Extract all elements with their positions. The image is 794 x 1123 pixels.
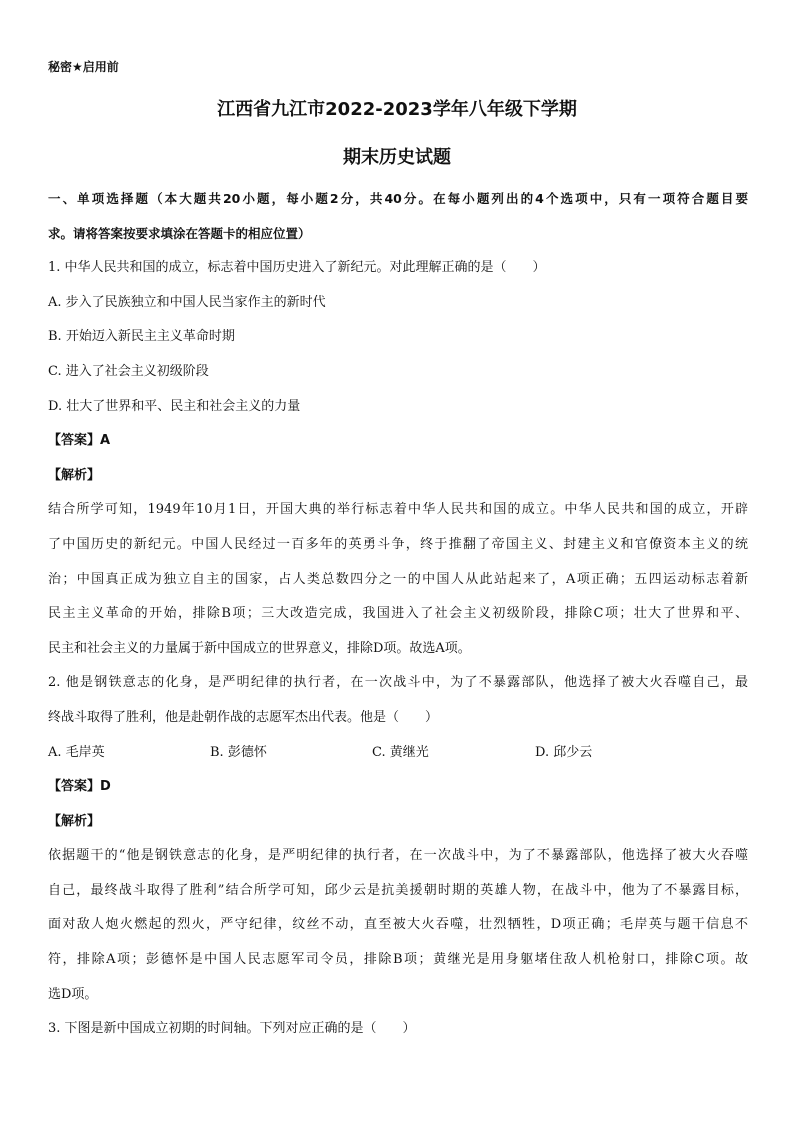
- question-1-stem: 1. 中华人民共和国的成立，标志着中国历史进入了新纪元。对此理解正确的是（ ）: [48, 260, 546, 276]
- question-2-option-c: C. 黄继光: [372, 744, 429, 760]
- question-1-analysis-line: 结合所学可知，1949年10月1日，开国大典的举行标志着中华人民共和国的成立。中华人民共和国的成立，开辟: [48, 502, 748, 518]
- exam-subtitle: 期末历史试题: [343, 147, 451, 168]
- secret-mark: 秘密★启用前: [48, 60, 119, 74]
- question-1-option-a: A. 步入了民族独立和中国人民当家作主的新时代: [48, 294, 326, 310]
- question-2-analysis-line: 面对敌人炮火燃起的烈火，严守纪律，纹丝不动，直至被大火吞噬，壮烈牺牲，D项正确；毛岸英与题干信息不: [48, 917, 748, 933]
- exam-content: [48, 182, 748, 1047]
- question-1-option-c: C. 进入了社会主义初级阶段: [48, 363, 209, 379]
- question-2-stem-line-1: 2. 他是钢铁意志的化身，是严明纪律的执行者，在一次战斗中，为了不暴露部队，他选择了被大火吞噬自己，最: [48, 675, 748, 691]
- section-instructions-line-1: 一、单项选择题（本大题共20小题，每小题2分，共40分。在每小题列出的4个选项中，只有一项符合题目要: [48, 191, 748, 206]
- question-3-stem: 3. 下图是新中国成立初期的时间轴。下列对应正确的是（ ）: [48, 1021, 416, 1037]
- section-instructions-line-2: 求。请将答案按要求填涂在答题卡的相应位置）: [48, 225, 311, 241]
- question-2-analysis-label: 【解析】: [48, 813, 101, 829]
- question-2-analysis-line: 符，排除A项；彭德怀是中国人民志愿军司令员，排除B项；黄继光是用身躯堵住敌人机枪射口，排除C项。故: [48, 952, 748, 968]
- question-2-stem-line-2: 终战斗取得了胜利，他是赴朝作战的志愿军杰出代表。他是（ ）: [48, 709, 439, 725]
- question-2-option-a: A. 毛岸英: [48, 744, 105, 760]
- question-2-analysis-line: 自己，最终战斗取得了胜利”结合所学可知，邱少云是抗美援朝时期的英雄人物，在战斗中，他为了不暴露目标，: [48, 882, 748, 898]
- question-2-answer: 【答案】D: [48, 779, 111, 795]
- question-1-answer: 【答案】A: [48, 433, 111, 449]
- question-1-analysis-label: 【解析】: [48, 467, 101, 483]
- question-2-options: [48, 736, 748, 771]
- question-1-analysis-line: 民主主义革命的开始，排除B项；三大改造完成，我国进入了社会主义初级阶段，排除C项；壮大了世界和平、: [48, 606, 748, 622]
- question-1-analysis-line: 民主和社会主义的力量属于新中国成立的世界意义，排除D项。故选A项。: [48, 640, 471, 656]
- question-2-option-b: B. 彭德怀: [210, 744, 267, 760]
- question-2-analysis-line: 依据题干的“他是钢铁意志的化身，是严明纪律的执行者，在一次战斗中，为了不暴露部队，他选择了被大火吞噬: [48, 848, 748, 864]
- exam-title: 江西省九江市2022-2023学年八年级下学期: [217, 99, 577, 120]
- question-1-analysis-line: 了中国历史的新纪元。中国人民经过一百多年的英勇斗争，终于推翻了帝国主义、封建主义和官僚资本主义的统: [48, 536, 748, 552]
- question-2-option-d: D. 邱少云: [535, 744, 593, 760]
- question-2-analysis-line: 选D项。: [48, 986, 98, 1002]
- question-1-option-b: B. 开始迈入新民主主义革命时期: [48, 329, 235, 345]
- question-1-option-d: D. 壮大了世界和平、民主和社会主义的力量: [48, 398, 301, 414]
- question-1-analysis-line: 治；中国真正成为独立自主的国家，占人类总数四分之一的中国人从此站起来了，A项正确；五四运动标志着新: [48, 571, 748, 587]
